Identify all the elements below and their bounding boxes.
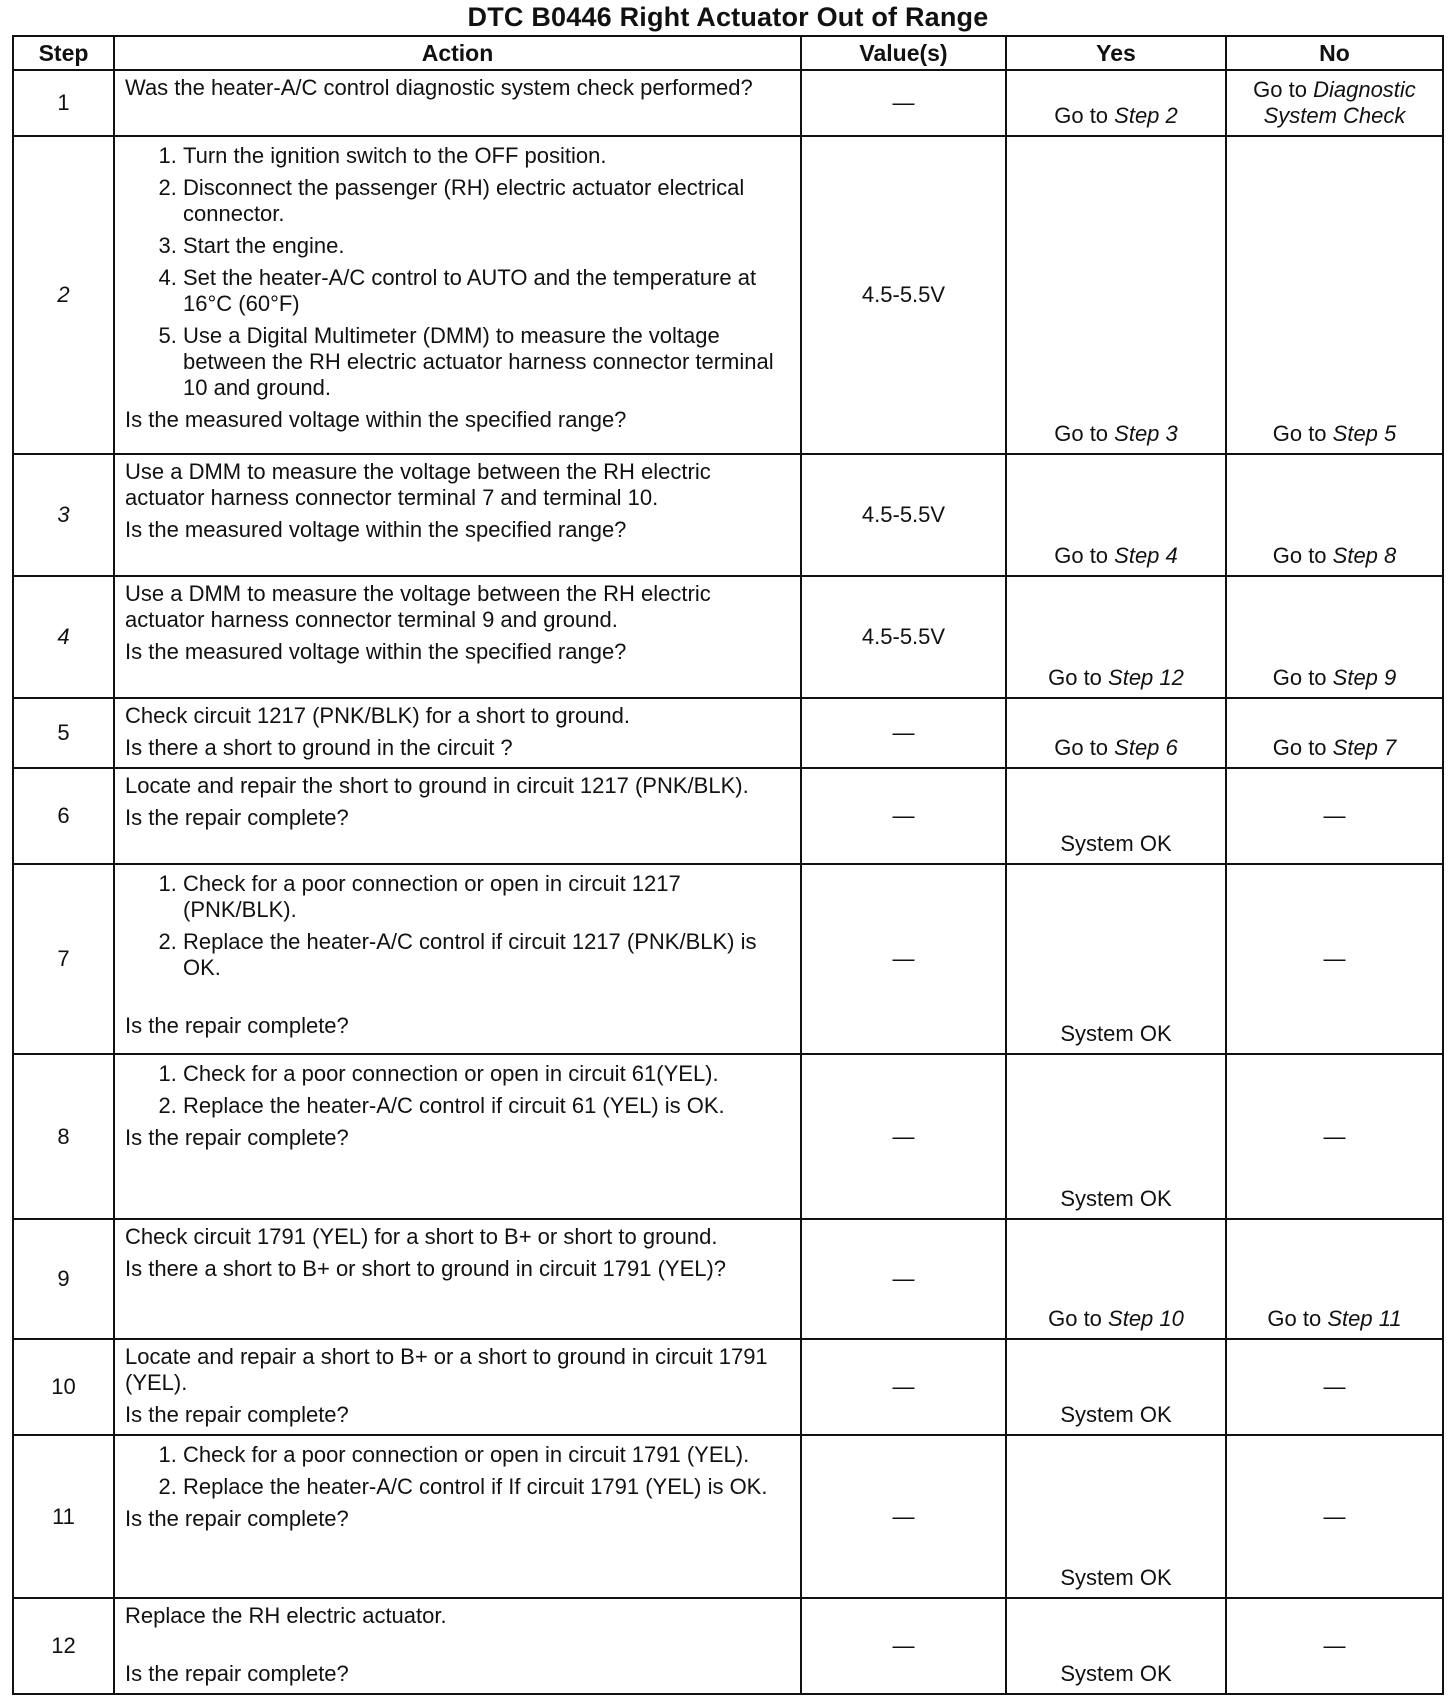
action-question: Is the repair complete? — [125, 1661, 349, 1686]
table-row — [13, 698, 1443, 768]
table-row — [13, 1054, 1443, 1219]
value-cell: — — [801, 864, 1006, 1054]
no-cell — [1226, 70, 1443, 136]
table-row — [13, 1598, 1443, 1694]
step-link[interactable]: Step 9 — [1332, 665, 1397, 690]
step-number: 12 — [13, 1598, 114, 1694]
action-cell — [114, 698, 801, 768]
step-link[interactable]: Step 10 — [1108, 1306, 1184, 1331]
step-link[interactable]: Step 5 — [1332, 421, 1397, 446]
value-cell: — — [801, 1219, 1006, 1339]
no-cell — [1226, 454, 1443, 576]
action-question: Is there a short to ground in the circuit ? — [125, 735, 513, 760]
yes-cell — [1006, 136, 1226, 454]
step-number: 6 — [13, 768, 114, 864]
no-cell: — — [1226, 768, 1443, 864]
value-cell: — — [801, 1339, 1006, 1435]
yes-prefix: Go to — [1054, 421, 1115, 446]
yes-prefix: Go to — [1048, 1306, 1109, 1331]
yes-cell: System OK — [1006, 1339, 1226, 1435]
table-row — [13, 1219, 1443, 1339]
diagnostic-table — [12, 35, 1444, 1695]
list-item: 1. Check for a poor connection or open in circuit 1217 (PNK/BLK). — [183, 871, 794, 923]
yes-cell — [1006, 1219, 1226, 1339]
action-cell — [114, 1435, 801, 1598]
yes-cell: System OK — [1006, 1054, 1226, 1219]
list-item: 3. Start the engine. — [183, 233, 794, 259]
step-number: 4 — [13, 576, 114, 698]
list-item: 2. Replace the heater-A/C control if If circuit 1791 (YEL) is OK. — [183, 1474, 794, 1500]
step-link[interactable]: Step 12 — [1108, 665, 1184, 690]
table-row — [13, 1339, 1443, 1435]
action-question: Is the repair complete? — [125, 1125, 349, 1150]
step-number: 2 — [13, 136, 114, 454]
step-number: 1 — [13, 70, 114, 136]
action-list — [125, 1442, 794, 1500]
header-no: No — [1226, 36, 1443, 70]
header-action: Action — [114, 36, 801, 70]
list-item: 1. Check for a poor connection or open in circuit 61(YEL). — [183, 1061, 794, 1087]
step-link[interactable]: Diagnostic System Check — [1263, 77, 1416, 128]
no-prefix: Go to — [1272, 735, 1333, 760]
yes-prefix: Go to — [1048, 665, 1109, 690]
step-link[interactable]: Step 11 — [1327, 1306, 1402, 1331]
no-prefix: Go to — [1272, 665, 1333, 690]
no-cell: — — [1226, 1435, 1443, 1598]
list-item: 5. Use a Digital Multimeter (DMM) to measure the voltage between the RH electric actuator harness connector terminal 10 and ground. — [183, 323, 794, 401]
step-link[interactable]: Step 6 — [1114, 735, 1178, 760]
action-text: Use a DMM to measure the voltage between the RH electric actuator harness connector terminal 7 and terminal 10. — [125, 459, 711, 510]
action-question: Is the repair complete? — [125, 1506, 349, 1531]
action-cell — [114, 1054, 801, 1219]
step-number: 9 — [13, 1219, 114, 1339]
action-cell — [114, 70, 801, 136]
action-cell — [114, 1219, 801, 1339]
header-step: Step — [13, 36, 114, 70]
value-cell: — — [801, 698, 1006, 768]
list-item: 1. Turn the ignition switch to the OFF position. — [183, 143, 794, 169]
step-link[interactable]: Step 7 — [1332, 735, 1397, 760]
no-prefix: Go to — [1272, 421, 1333, 446]
value-cell: — — [801, 70, 1006, 136]
table-row — [13, 1435, 1443, 1598]
table-row — [13, 136, 1443, 454]
no-cell: — — [1226, 1339, 1443, 1435]
action-text: Locate and repair a short to B+ or a short to ground in circuit 1791 (YEL). — [125, 1344, 768, 1395]
step-number: 5 — [13, 698, 114, 768]
action-cell — [114, 136, 801, 454]
action-question: Is the measured voltage within the specified range? — [125, 639, 627, 664]
step-number: 11 — [13, 1435, 114, 1598]
action-question: Is the measured voltage within the specified range? — [125, 407, 627, 432]
step-link[interactable]: Step 4 — [1114, 543, 1178, 568]
yes-cell: System OK — [1006, 1598, 1226, 1694]
list-item: 2. Replace the heater-A/C control if circuit 61 (YEL) is OK. — [183, 1093, 794, 1119]
table-header-row — [13, 36, 1443, 70]
yes-prefix: Go to — [1054, 543, 1115, 568]
action-list — [125, 871, 794, 981]
action-cell — [114, 576, 801, 698]
step-number: 10 — [13, 1339, 114, 1435]
action-text: Replace the RH electric actuator. — [125, 1603, 447, 1628]
page-title: DTC B0446 Right Actuator Out of Range — [467, 2, 989, 32]
value-cell: 4.5-5.5V — [801, 576, 1006, 698]
no-cell — [1226, 576, 1443, 698]
table-row — [13, 768, 1443, 864]
table-row — [13, 70, 1443, 136]
yes-cell — [1006, 454, 1226, 576]
value-cell: — — [801, 1054, 1006, 1219]
step-number: 3 — [13, 454, 114, 576]
no-cell: — — [1226, 864, 1443, 1054]
table-row — [13, 454, 1443, 576]
action-cell — [114, 454, 801, 576]
action-list — [125, 143, 794, 401]
yes-cell: System OK — [1006, 768, 1226, 864]
no-cell — [1226, 1219, 1443, 1339]
list-item: 4. Set the heater-A/C control to AUTO and the temperature at 16°C (60°F) — [183, 265, 794, 317]
step-link[interactable]: Step 3 — [1114, 421, 1178, 446]
action-question: Is the repair complete? — [125, 1402, 349, 1427]
no-cell — [1226, 698, 1443, 768]
table-row — [13, 576, 1443, 698]
step-link[interactable]: Step 2 — [1114, 103, 1178, 128]
list-item: 1. Check for a poor connection or open in circuit 1791 (YEL). — [183, 1442, 794, 1468]
action-question: Is the repair complete? — [125, 1013, 349, 1038]
action-text: Check circuit 1791 (YEL) for a short to B+ or short to ground. — [125, 1224, 718, 1249]
action-question: Is there a short to B+ or short to ground in circuit 1791 (YEL)? — [125, 1256, 727, 1281]
list-item: 2. Replace the heater-A/C control if circuit 1217 (PNK/BLK) is OK. — [183, 929, 794, 981]
yes-cell: System OK — [1006, 864, 1226, 1054]
yes-cell — [1006, 576, 1226, 698]
yes-cell — [1006, 698, 1226, 768]
no-cell — [1226, 136, 1443, 454]
action-question: Is the repair complete? — [125, 805, 349, 830]
yes-cell: System OK — [1006, 1435, 1226, 1598]
action-text: Locate and repair the short to ground in circuit 1217 (PNK/BLK). — [125, 773, 749, 798]
step-link[interactable]: Step 8 — [1332, 543, 1397, 568]
action-cell — [114, 768, 801, 864]
value-cell: 4.5-5.5V — [801, 454, 1006, 576]
action-cell — [114, 864, 801, 1054]
table-row — [13, 864, 1443, 1054]
no-prefix: Go to — [1272, 543, 1333, 568]
action-question: Is the measured voltage within the specified range? — [125, 517, 627, 542]
value-cell: — — [801, 1598, 1006, 1694]
yes-prefix: Go to — [1054, 103, 1115, 128]
list-item: 2. Disconnect the passenger (RH) electric actuator electrical connector. — [183, 175, 794, 227]
no-cell: — — [1226, 1054, 1443, 1219]
value-cell: — — [801, 1435, 1006, 1598]
action-question: Was the heater-A/C control diagnostic system check performed? — [125, 75, 753, 100]
value-cell: 4.5-5.5V — [801, 136, 1006, 454]
value-cell: — — [801, 768, 1006, 864]
header-values: Value(s) — [801, 36, 1006, 70]
action-text: Use a DMM to measure the voltage between the RH electric actuator harness connector terminal 9 and ground. — [125, 581, 711, 632]
action-cell — [114, 1598, 801, 1694]
no-cell: — — [1226, 1598, 1443, 1694]
yes-prefix: Go to — [1054, 735, 1115, 760]
step-number: 8 — [13, 1054, 114, 1219]
action-text: Check circuit 1217 (PNK/BLK) for a short to ground. — [125, 703, 631, 728]
action-list — [125, 1061, 794, 1119]
step-number: 7 — [13, 864, 114, 1054]
yes-cell — [1006, 70, 1226, 136]
action-cell — [114, 1339, 801, 1435]
header-yes: Yes — [1006, 36, 1226, 70]
no-prefix: Go to — [1253, 77, 1314, 102]
no-prefix: Go to — [1267, 1306, 1328, 1331]
